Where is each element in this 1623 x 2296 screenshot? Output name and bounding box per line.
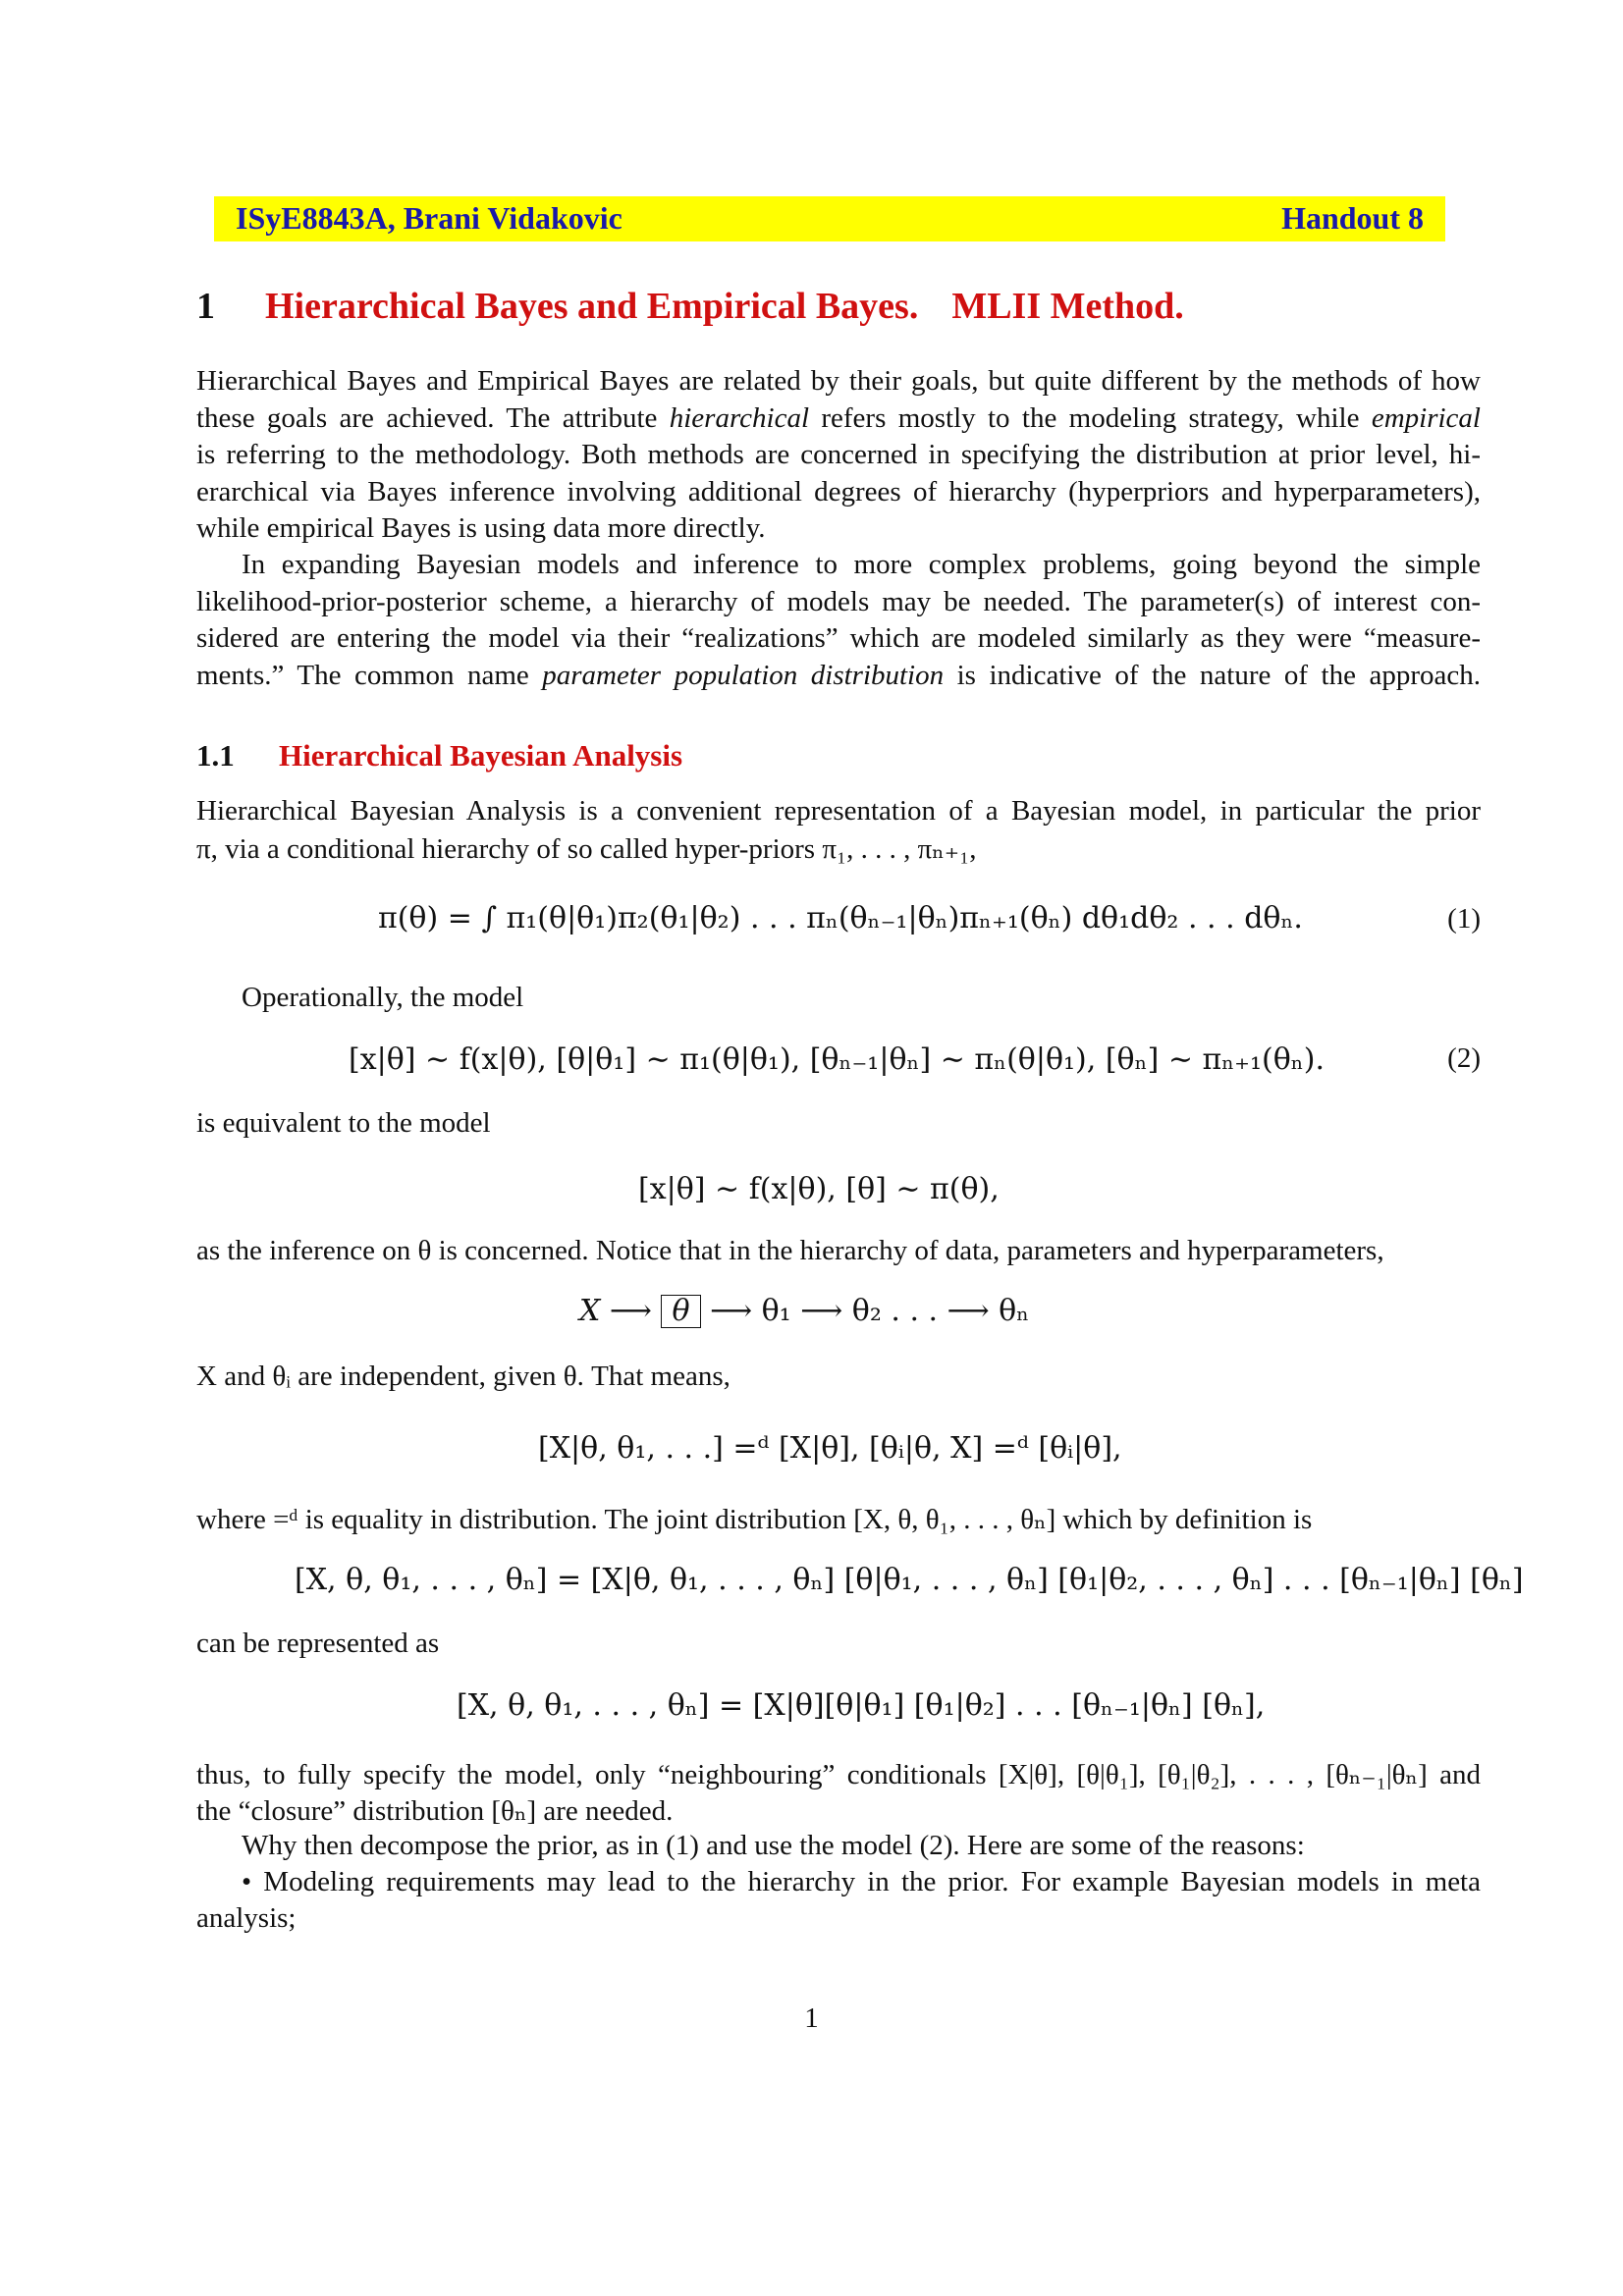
header-course: ISyE8843A, Brani Vidakovic	[236, 200, 622, 236]
equation-2-number: (2)	[1447, 1042, 1481, 1074]
body-line: where =ᵈ is equality in distribution. The joint distribution [X, θ, θ₁, . . . , θₙ] which by definition is	[196, 1504, 1313, 1535]
intro-line: is referring to the methodology. Both methods are concerned in specifying the distribution at prior level, hi-	[196, 439, 1481, 470]
chain-rest: ⟶ θ₁ ⟶ θ₂ . . . ⟶ θₙ	[710, 1294, 1030, 1328]
section-1-number: 1	[196, 286, 215, 327]
intro-line: while empirical Bayes is using data more directly.	[196, 512, 766, 544]
section-1-title-a: Hierarchical Bayes and Empirical Bayes.	[265, 286, 919, 327]
chain-x: X	[579, 1294, 601, 1328]
body-line: X and θᵢ are independent, given θ. That means,	[196, 1361, 730, 1392]
body-line: Operationally, the model	[242, 982, 524, 1013]
intro-line: erarchical via Bayes inference involving additional degrees of hierarchy (hyperpriors and hyperparameters),	[196, 475, 1481, 507]
equation-3: [x|θ] ∼ f(x|θ), [θ] ∼ π(θ),	[638, 1172, 1000, 1206]
bullet-line: • Modeling requirements may lead to the hierarchy in the prior. For example Bayesian models in meta	[242, 1866, 1481, 1897]
body-line: π, via a conditional hierarchy of so called hyper-priors π₁, . . . , πₙ₊₁,	[196, 833, 977, 865]
section-1-1-title: Hierarchical Bayesian Analysis	[279, 738, 683, 773]
body-line: Hierarchical Bayesian Analysis is a convenient representation of a Bayesian model, in particular the prior	[196, 795, 1481, 827]
body-line: the “closure” distribution [θₙ] are needed.	[196, 1795, 674, 1827]
equation-5: [X, θ, θ₁, . . . , θₙ] = [X|θ, θ₁, . . . , θₙ] [θ|θ₁, . . . , θₙ] [θ₁|θ₂, . . . , θₙ] . . . [θₙ₋₁|θₙ] [θₙ]	[295, 1563, 1524, 1597]
section-1-1-number: 1.1	[196, 738, 235, 773]
body-line: as the inference on θ is concerned. Notice that in the hierarchy of data, parameters and hyperparameters,	[196, 1235, 1384, 1266]
hierarchy-chain	[579, 1294, 1029, 1328]
equation-2: [x|θ] ∼ f(x|θ), [θ|θ₁] ∼ π₁(θ|θ₁), [θₙ₋₁|θₙ] ∼ πₙ(θ|θ₁), [θₙ] ∼ πₙ₊₁(θₙ).	[349, 1042, 1325, 1077]
intro-paragraph-1	[196, 363, 1481, 548]
body-line: analysis;	[196, 1902, 297, 1934]
equation-6: [X, θ, θ₁, . . . , θₙ] = [X|θ][θ|θ₁] [θ₁|θ₂] . . . [θₙ₋₁|θₙ] [θₙ],	[457, 1688, 1266, 1723]
section-1-title-b: MLII Method.	[951, 286, 1184, 327]
equation-1: π(θ) = ∫ π₁(θ|θ₁)π₂(θ₁|θ₂) . . . πₙ(θₙ₋₁|θₙ)πₙ₊₁(θₙ) dθ₁dθ₂ . . . dθₙ.	[378, 901, 1303, 935]
body-line: is equivalent to the model	[196, 1107, 491, 1139]
intro-p2-line: In expanding Bayesian models and inference to more complex problems, going beyond the simple	[242, 549, 1481, 580]
intro-p2-line: sidered are entering the model via their “realizations” which are modeled similarly as they were “measure-	[196, 622, 1481, 654]
equation-1-number: (1)	[1447, 903, 1481, 934]
intro-line: these goals are achieved. The attribute hierarchical refers mostly to the modeling strategy, while empirical	[196, 401, 1481, 434]
body-line: thus, to fully specify the model, only “neighbouring” conditionals [X|θ], [θ|θ₁], [θ₁|θ₂], . . . , [θₙ₋₁|θₙ] and	[196, 1759, 1481, 1790]
section-1-1-heading	[196, 738, 682, 774]
intro-p2-line: ments.” The common name parameter population distribution is indicative of the nature of the approach.	[196, 659, 1481, 691]
body-line: Why then decompose the prior, as in (1) and use the model (2). Here are some of the reasons:	[242, 1830, 1305, 1861]
chain-theta-boxed: θ	[661, 1295, 700, 1328]
chain-arrow: ⟶	[609, 1294, 652, 1328]
equation-4: [X|θ, θ₁, . . .] =ᵈ [X|θ], [θᵢ|θ, X] =ᵈ [θᵢ|θ],	[538, 1431, 1122, 1466]
body-line: can be represented as	[196, 1628, 440, 1659]
section-1-heading	[196, 285, 1184, 328]
intro-paragraph-2	[196, 547, 1481, 694]
page-number: 1	[804, 2002, 819, 2034]
header-bar	[214, 196, 1445, 241]
intro-p2-line: likelihood-prior-posterior scheme, a hierarchy of models may be needed. The parameter(s) of interest con-	[196, 585, 1481, 617]
header-handout: Handout 8	[1281, 200, 1424, 236]
intro-line: Hierarchical Bayes and Empirical Bayes are related by their goals, but quite different by the methods of how	[196, 365, 1481, 397]
